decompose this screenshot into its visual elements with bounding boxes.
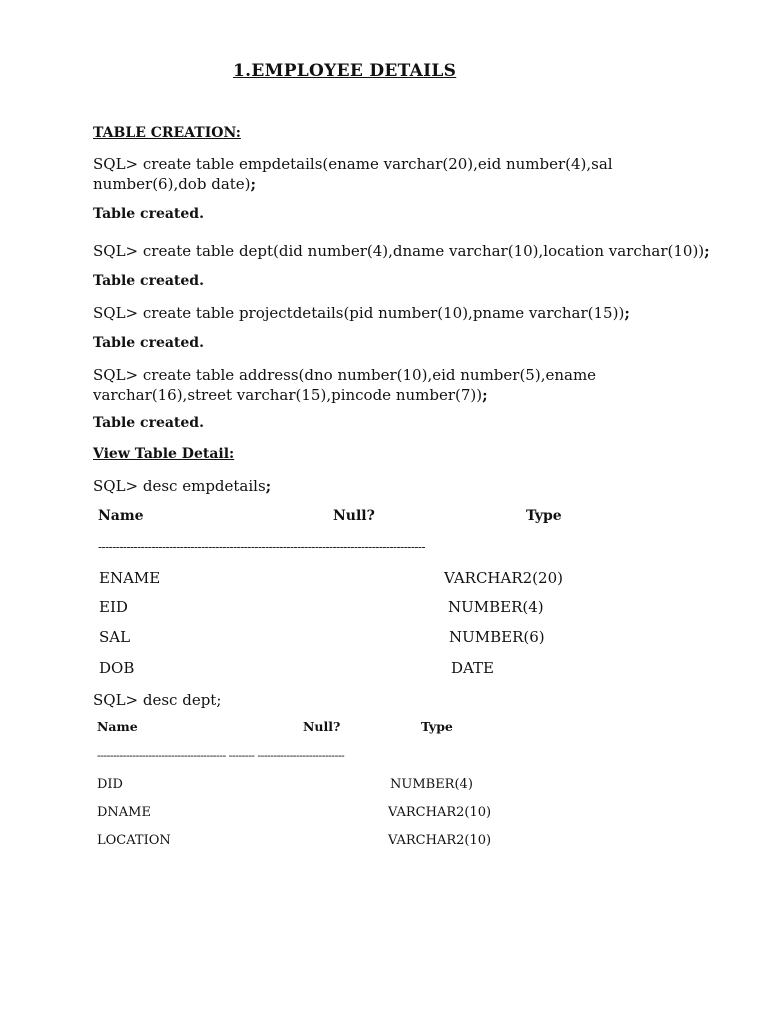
page-title: 1.EMPLOYEE DETAILS xyxy=(233,61,457,81)
sql-desc-empdetails xyxy=(93,476,271,496)
column-header-type: Type xyxy=(421,719,453,734)
row-type: VARCHAR2(20) xyxy=(444,569,563,587)
result-message: Table created. xyxy=(93,335,204,351)
row-type: NUMBER(4) xyxy=(390,777,473,792)
sql-line xyxy=(93,241,710,261)
sql-terminator: ; xyxy=(265,477,272,495)
sql-text: number(6),dob date) xyxy=(93,175,251,193)
sql-terminator: ; xyxy=(482,386,488,404)
sql-desc-dept: SQL> desc dept; xyxy=(93,691,222,709)
row-type: VARCHAR2(10) xyxy=(388,805,492,820)
column-header-name: Name xyxy=(98,508,144,524)
sql-statement-empdetails xyxy=(93,154,613,194)
row-type: DATE xyxy=(451,659,494,677)
sql-terminator: ; xyxy=(250,175,257,193)
sql-terminator: ; xyxy=(704,242,710,260)
result-message: Table created. xyxy=(93,415,204,431)
result-message: Table created. xyxy=(93,273,204,289)
row-type: NUMBER(4) xyxy=(448,598,544,616)
column-header-name: Name xyxy=(97,719,138,734)
sql-line xyxy=(93,303,630,323)
row-type: VARCHAR2(10) xyxy=(388,833,492,848)
row-name: DNAME xyxy=(97,805,151,820)
sql-text: varchar(16),street varchar(15),pincode number(7)) xyxy=(93,386,483,404)
sql-text: SQL> create table dept(did number(4),dname varchar(10),location varchar(10)) xyxy=(93,242,705,260)
row-name: DID xyxy=(97,777,123,792)
result-message: Table created. xyxy=(93,206,204,222)
sql-text: SQL> create table projectdetails(pid number(10),pname varchar(15)) xyxy=(93,304,625,322)
sql-line: SQL> create table address(dno number(10),eid number(5),ename xyxy=(93,366,597,384)
section-heading-table-creation: TABLE CREATION: xyxy=(93,125,241,141)
column-header-null: Null? xyxy=(303,719,341,734)
table-separator: ---------------------------------------- -------- --------------------------- xyxy=(97,749,345,762)
row-name: SAL xyxy=(99,628,131,646)
row-name: LOCATION xyxy=(97,833,171,848)
sql-line xyxy=(93,174,613,194)
row-name: EID xyxy=(99,598,128,616)
sql-text: SQL> desc empdetails xyxy=(93,477,266,495)
sql-statement-address xyxy=(93,365,596,405)
sql-line: SQL> create table empdetails(ename varchar(20),eid number(4),sal xyxy=(93,155,613,173)
sql-statement-dept xyxy=(93,241,710,261)
sql-terminator: ; xyxy=(624,304,630,322)
row-type: NUMBER(6) xyxy=(449,628,545,646)
row-name: ENAME xyxy=(99,569,161,587)
section-heading-view-table-detail: View Table Detail: xyxy=(93,446,235,462)
row-name: DOB xyxy=(99,659,135,677)
column-header-type: Type xyxy=(526,508,562,524)
table-separator: -------------------------------------------------------------------------------------------- xyxy=(98,540,426,554)
column-header-null: Null? xyxy=(333,508,375,524)
sql-line xyxy=(93,385,596,405)
sql-statement-projectdetails xyxy=(93,303,630,323)
